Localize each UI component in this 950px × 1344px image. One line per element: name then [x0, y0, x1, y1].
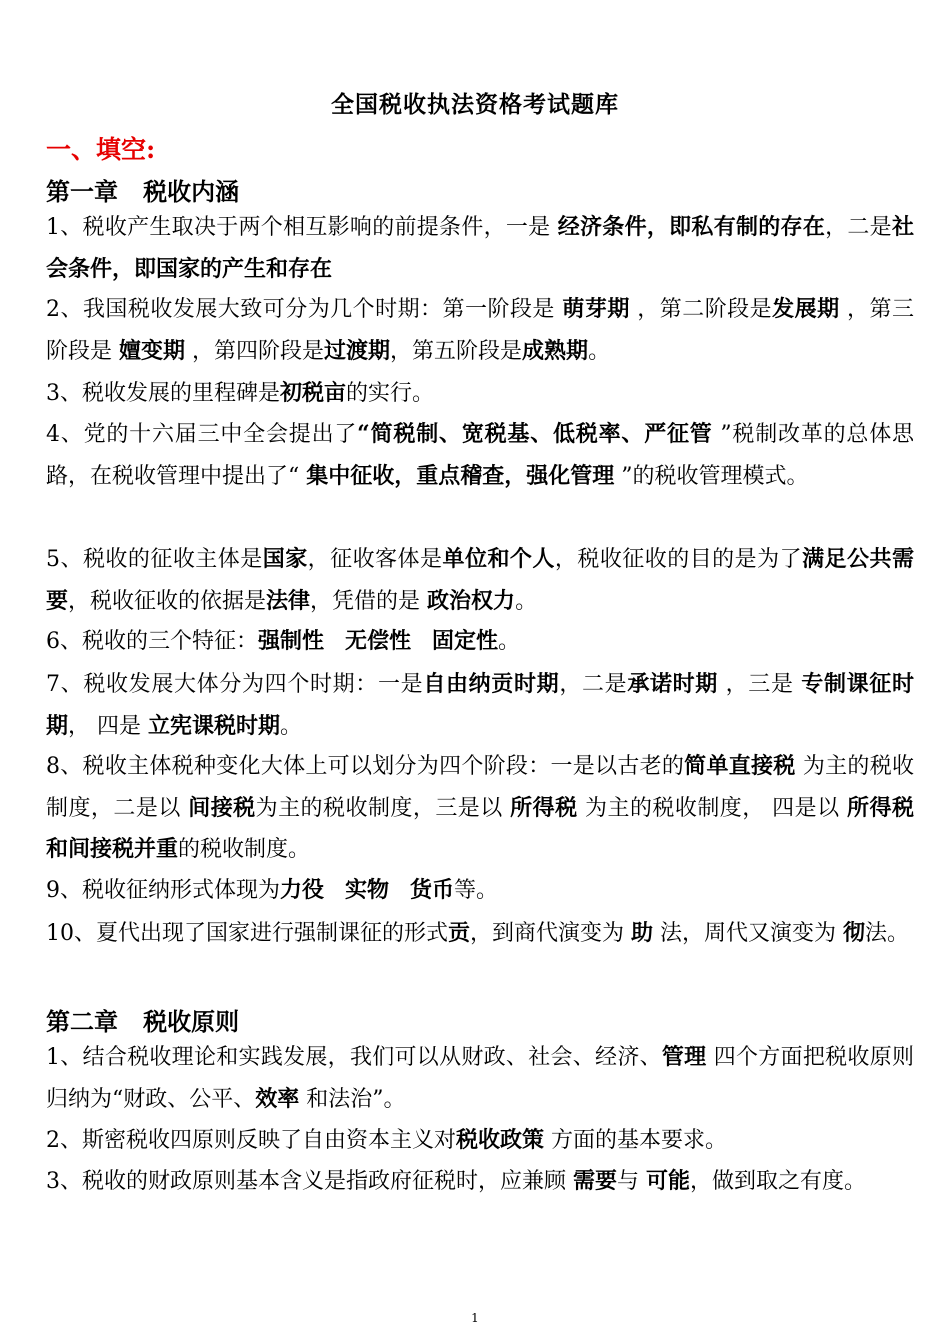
answer: 所得税和间接税并重: [46, 794, 914, 862]
answer: 经济条件，即私有制的存在: [557, 214, 826, 240]
answer: 集中征收，重点稽查，强化管理: [306, 462, 615, 489]
answer: 所得税: [510, 794, 578, 821]
answer: 彻: [843, 920, 866, 946]
answer: 强制性: [258, 628, 325, 654]
page-number: 1: [471, 1311, 479, 1325]
document-title: 全国税收执法资格考试题库: [331, 91, 619, 118]
section-heading: 一、填空:: [46, 135, 156, 164]
answer: 国家: [262, 546, 308, 572]
answer: 专制课征时期: [46, 671, 914, 739]
answer: 力役: [280, 877, 325, 903]
answer: 税收政策: [456, 1127, 545, 1153]
answer: 助: [631, 920, 654, 946]
answer: 无偿性: [345, 628, 412, 654]
answer: 效率: [255, 1085, 300, 1112]
answer: 政治权力: [427, 587, 516, 614]
answer: 社会条件，即国家的产生和存在: [46, 214, 914, 282]
question-2-1: 1、结合税收理论和实践发展，我们可以从财政、社会、经济、管理 四个方面把税收原则归纳为“财政、公平、效率 和法治”。: [46, 1044, 914, 1112]
question-1-9: 9、税收征纳形式体现为力役 实物 货币等。: [46, 877, 499, 903]
answer: 嬗变期: [119, 337, 186, 364]
answer: “简税制、宽税基、低税率、严征管: [357, 421, 713, 447]
answer: 单位和个人: [442, 546, 555, 572]
answer: 萌芽期: [562, 296, 630, 322]
answer: 初税亩: [280, 380, 347, 406]
question-1-2: 2、我国税收发展大致可分为几个时期：第一阶段是 萌芽期 ，第二阶段是发展期 ，第三阶段是 嬗变期 ，第四阶段是过渡期，第五阶段是成熟期。: [46, 296, 914, 364]
answer: 发展期: [772, 296, 840, 322]
question-1-4: 4、党的十六届三中全会提出了“简税制、宽税基、低税率、严征管 ”税制改革的总体思路，在税收管理中提出了“ 集中征收，重点稽查，强化管理 ”的税收管理模式。: [46, 421, 915, 489]
answer: 贡: [448, 920, 471, 946]
answer: 实物: [345, 877, 390, 903]
question-1-6: 6、税收的三个特征：强制性 无偿性 固定性。: [46, 628, 521, 654]
question-2-2: 2、斯密税收四原则反映了自由资本主义对税收政策 方面的基本要求。: [46, 1127, 728, 1153]
answer: 成熟期: [522, 337, 589, 364]
answer: 过渡期: [324, 337, 391, 364]
answer: 自由纳贡时期: [423, 671, 560, 697]
question-1-1: 1、税收产生取决于两个相互影响的前提条件，一是 经济条件，即私有制的存在，二是社会条件，即国家的产生和存在: [46, 214, 914, 282]
question-1-7: 7、税收发展大体分为四个时期：一是自由纳贡时期，二是承诺时期 ，三是 专制课征时期， 四是 立宪课税时期。: [46, 671, 914, 739]
question-1-10: 10、夏代出现了国家进行强制课征的形式贡，到商代演变为 助 法，周代又演变为 彻法。: [46, 920, 910, 946]
answer: 需要: [573, 1168, 618, 1194]
answer: 简单直接税: [684, 753, 796, 779]
answer: 货币: [410, 877, 455, 903]
answer: 承诺时期: [627, 671, 718, 697]
answer: 固定性: [432, 628, 499, 654]
answer: 管理: [661, 1044, 707, 1070]
answer: 立宪课税时期: [148, 712, 281, 739]
question-1-3: 3、税收发展的里程碑是初税亩的实行。: [46, 380, 435, 406]
chapter-heading: 第一章 税收内涵: [46, 177, 240, 206]
chapter-heading: 第二章 税收原则: [46, 1007, 240, 1036]
answer: 可能: [646, 1168, 691, 1194]
answer: 间接税: [188, 794, 256, 821]
question-2-3: 3、税收的财政原则基本含义是指政府征税时，应兼顾 需要与 可能，做到取之有度。: [46, 1168, 867, 1194]
answer: 满足公共需要: [46, 546, 914, 614]
question-1-8: 8、税收主体税种变化大体上可以划分为四个阶段：一是以古老的简单直接税 为主的税收制度，二是以 间接税为主的税收制度，三是以 所得税 为主的税收制度， 四是以 所得税和间接税并重的税收制度。: [46, 753, 914, 862]
question-1-5: 5、税收的征收主体是国家，征收客体是单位和个人，税收征收的目的是为了满足公共需要，税收征收的依据是法律，凭借的是 政治权力。: [46, 546, 914, 614]
answer: 法律: [266, 587, 311, 614]
